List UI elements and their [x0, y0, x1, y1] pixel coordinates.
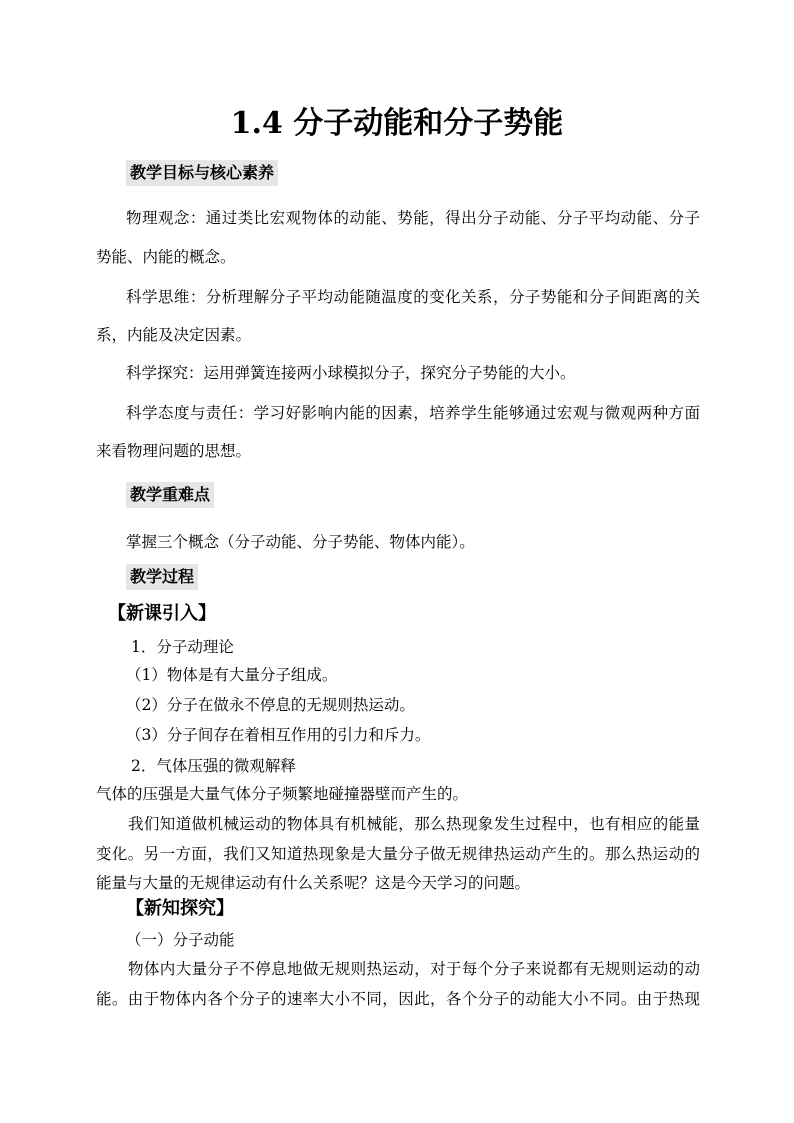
goal1-line2: 势能、内能的概念。	[96, 248, 236, 266]
goal3-line1: 科学探究：运用弹簧连接两小球模拟分子，探究分子势能的大小。	[126, 364, 576, 382]
goal4-line2: 来看物理问题的思想。	[96, 442, 252, 460]
para2-line1: 物体内大量分子不停息地做无规则热运动，对于每个分子来说都有无规则运动的动	[128, 960, 700, 978]
document-title: 1.4 分子动能和分子势能	[230, 106, 564, 141]
para2-line2: 能。由于物体内各个分子的速率大小不同，因此，各个分子的动能大小不同。由于热现	[96, 990, 700, 1008]
goal2-line1: 科学思维：分析理解分子平均动能随温度的变化关系，分子势能和分子间距离的关	[126, 288, 700, 306]
para1-line1: 我们知道做机械运动的物体具有机械能，那么热现象发生过程中，也有相应的能量	[128, 815, 700, 833]
para1-line2: 变化。另一方面，我们又知道热现象是大量分子做无规律热运动产生的。那么热运动的	[96, 845, 700, 863]
section-heading-goals: 教学目标与核心素养	[126, 160, 278, 186]
goal4-line1: 科学态度与责任：学习好影响内能的因素，培养学生能够通过宏观与微观两种方面	[126, 404, 700, 422]
list-item-1-1: （1）物体是有大量分子组成。	[126, 666, 338, 684]
list-item-1-3: （3）分子间存在着相互作用的引力和斥力。	[126, 726, 431, 744]
goal2-line2: 系，内能及决定因素。	[96, 326, 252, 344]
subsection-molecular-kinetic-energy: （一）分子动能	[126, 931, 235, 949]
section-heading-process: 教学过程	[126, 564, 198, 590]
item2-text: 气体的压强是大量气体分子频繁地碰撞器壁而产生的。	[96, 785, 469, 803]
para1-line3: 能量与大量的无规律运动有什么关系呢？这是今天学习的问题。	[96, 874, 531, 892]
keypoints-text: 掌握三个概念（分子动能、分子势能、物体内能）。	[126, 533, 475, 551]
new-knowledge-heading: 【新知探究】	[126, 898, 234, 919]
new-lesson-intro-heading: 【新课引入】	[108, 603, 216, 624]
list-item-1: 1．分子动理论	[131, 638, 234, 656]
list-item-2: 2．气体压强的微观解释	[131, 757, 296, 775]
list-item-1-2: （2）分子在做永不停息的无规则热运动。	[126, 696, 415, 714]
section-heading-keypoints: 教学重难点	[126, 482, 214, 508]
goal1-line1: 物理观念：通过类比宏观物体的动能、势能，得出分子动能、分子平均动能、分子	[126, 209, 700, 227]
